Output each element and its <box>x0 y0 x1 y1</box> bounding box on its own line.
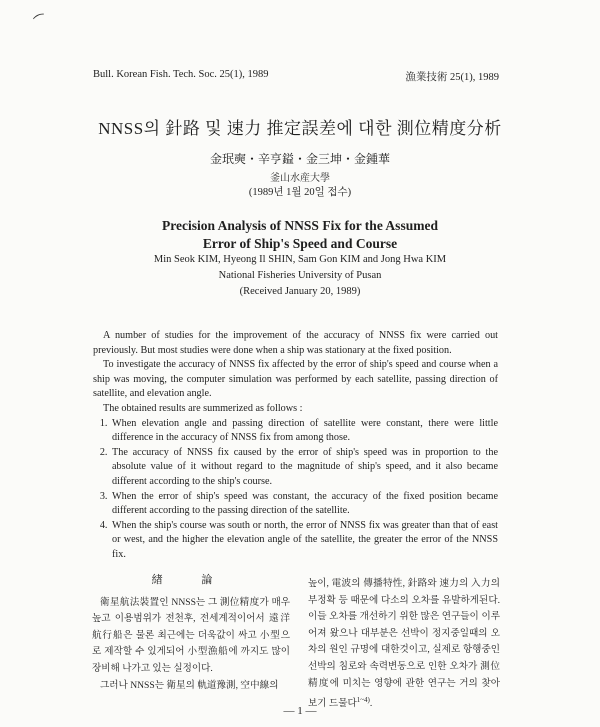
affiliation-english: National Fisheries University of Pusan <box>218 270 382 281</box>
intro-continued-text: 높이, 電波의 傳播特性, 針路와 速力의 入力의 부정확 등 때문에 다소의 오차를 유발하게된다. 이들 오차를 개선하기 위한 많은 연구들이 이루어져 왔으나 대부분은 선박이 정지중일때의 오차의 원인 규명에 대한것이고, 실제로 항행중인 선박의 침로와 속력변동으로 인한 오차가 測位精度에 미치는 영향에 관한 연구는 거의 찾아 보기 드물다 <box>308 578 500 710</box>
received-english: (Received January 20, 1989) <box>239 286 361 297</box>
results-list <box>93 417 498 563</box>
intro-paragraph: 그러나 NNSS는 衛星의 軌道豫測, 空中線의 <box>100 679 279 691</box>
results-item: 2. The accuracy of NNSS fix caused by the error of ship's speed was in proportion to the absolute value of it without regard to the magnitude of ship's speed, and it also became different according to the ship's course. <box>110 446 498 490</box>
intro-paragraph: 衛星航法裝置인 NNSS는 그 測位精度가 매우 높고 이용범위가 전천후, 전세계적이어서 遠洋航行船은 물론 최근에는 더욱값이 싸고 小型으로 제작할 수 있게되어 小型漁船에 까지도 많이 장비해 나가고 있는 실정이다. <box>92 596 290 674</box>
intro-continued-end: . <box>369 698 373 710</box>
journal-header-en: Bull. Korean Fish. Tech. Soc. 25(1), 1989 <box>93 69 269 80</box>
authors-korean: 金珉奭・辛亨鎰・金三坤・金鍾華 <box>209 152 390 166</box>
section-heading: 緖 論 <box>151 574 231 586</box>
title-english <box>0 217 600 253</box>
title-korean: NNSS의 針路 및 速力 推定誤差에 대한 測位精度分析 <box>98 119 502 138</box>
results-item: 3. When the error of ship's speed was constant, the accuracy of the fixed position became different according to the passing direction of the satellite. <box>110 490 498 519</box>
intro-right-column <box>308 576 500 713</box>
results-item: 1. When elevation angle and passing direction of satellite were constant, there were little difference in the accuracy of NNSS fix from among those. <box>110 417 498 446</box>
abstract <box>93 329 498 563</box>
affiliation-korean: 釜山水産大學 <box>270 173 330 184</box>
citation-ref: 1~4) <box>356 696 370 705</box>
page-number: — 1 — <box>283 705 317 717</box>
title-english-line1: Precision Analysis of NNSS Fix for the Assumed <box>162 218 438 233</box>
abstract-paragraph: A number of studies for the improvement of the accuracy of NNSS fix were carried out previously. But most studies were done when a ship was stationary at the fixed position. <box>93 330 498 356</box>
authors-english: Min Seok KIM, Hyeong Il SHIN, Sam Gon KIM and Jong Hwa KIM <box>153 254 447 265</box>
title-english-line2: Error of Ship's Speed and Course <box>202 236 398 251</box>
intro-paragraph-continued <box>308 576 500 713</box>
abstract-paragraph: The obtained results are summerized as follows : <box>103 402 303 414</box>
scan-mark: ⁀ <box>33 12 49 31</box>
journal-header-kr: 漁業技術 25(1), 1989 <box>405 72 499 83</box>
abstract-paragraph: To investigate the accuracy of NNSS fix affected by the error of ship's speed and course when a ship was moving, the computer simulation was performed by each satellite, passing direction of satellite, and elevation angle. <box>93 359 498 400</box>
received-korean: (1989년 1월 20일 접수) <box>248 187 352 198</box>
results-item: 4. When the ship's course was south or north, the error of NNSS fix was greater than that of east or west, and the higher the elevation angle of the satellite, the greater the error of the NNSS fix. <box>110 519 498 563</box>
intro-left-column <box>92 572 290 694</box>
